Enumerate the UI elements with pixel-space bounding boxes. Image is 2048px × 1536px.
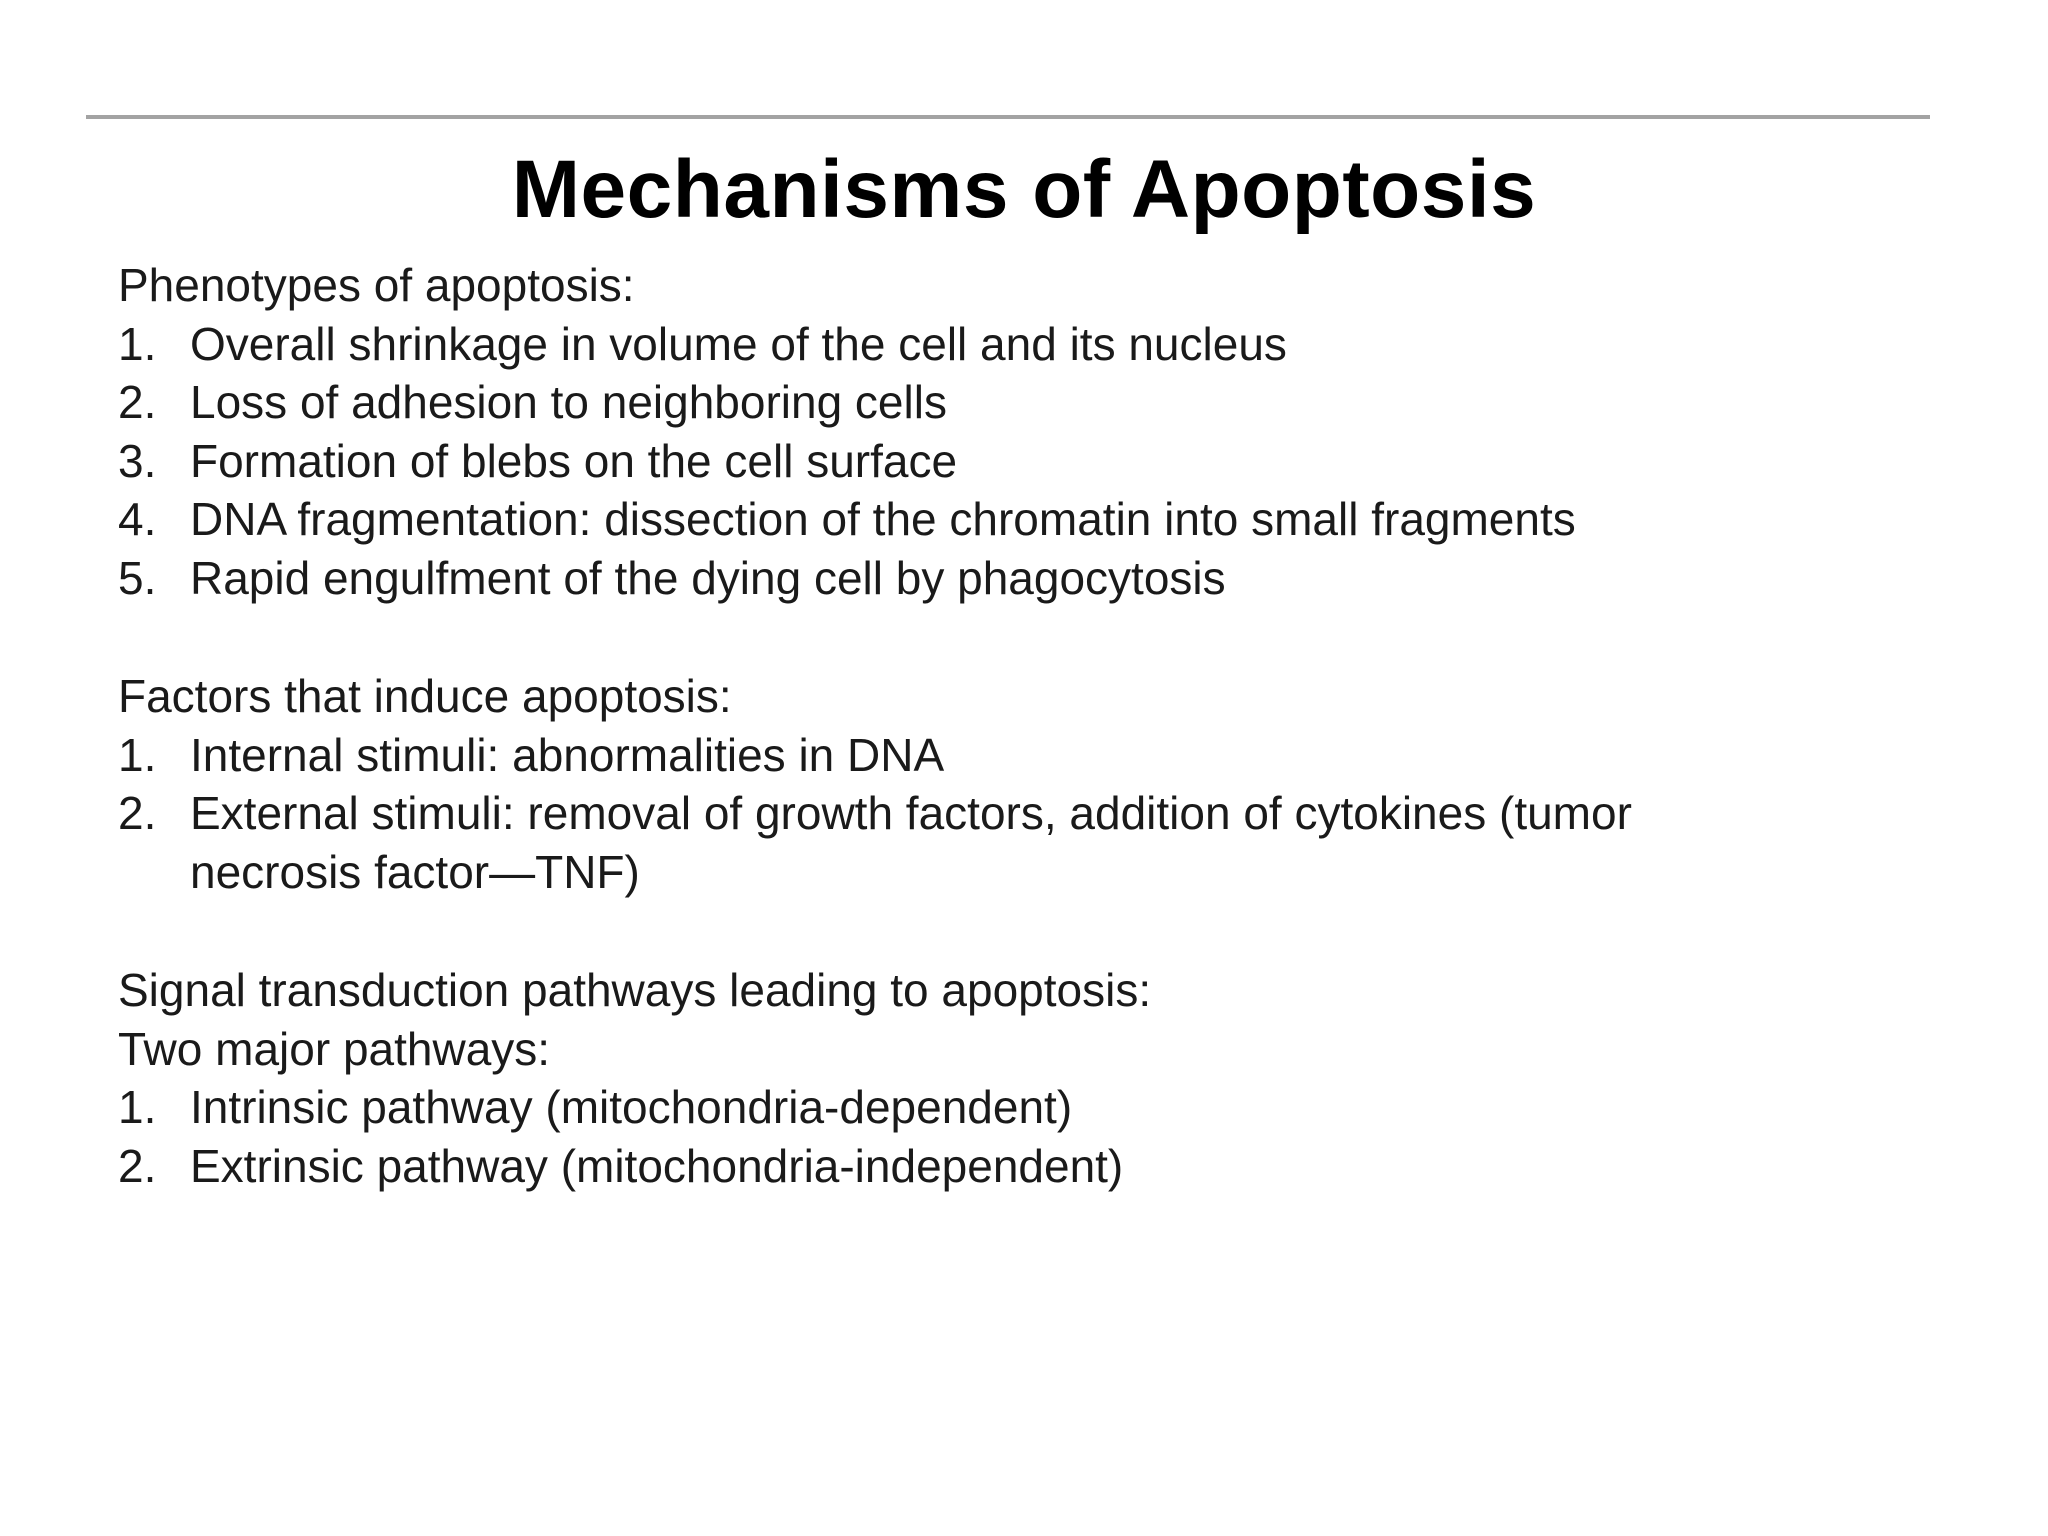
factors-list [118,726,1758,902]
list-text: DNA fragmentation: dissection of the chromatin into small fragments [190,493,1576,545]
top-divider [86,115,1930,119]
phenotypes-heading: Phenotypes of apoptosis: [118,259,635,311]
list-text: Intrinsic pathway (mitochondria-dependent) [190,1081,1073,1133]
list-text: Internal stimuli: abnormalities in DNA [190,728,945,781]
slide-title: Mechanisms of Apoptosis [511,144,1537,235]
list-item [118,432,1758,491]
list-item [118,1078,1758,1137]
list-item [118,549,1758,608]
list-number: 1. [118,317,157,370]
list-number: 2. [118,376,157,428]
list-item [118,315,1758,374]
list-number: 1. [118,1081,157,1133]
list-number: 1. [118,728,157,781]
pathways-section [118,961,1758,1195]
list-number: 3. [118,434,157,487]
list-text: Formation of blebs on the cell surface [190,434,958,487]
list-item [118,1137,1758,1196]
list-number: 2. [118,787,157,839]
list-text: Rapid engulfment of the dying cell by phagocytosis [190,551,1226,604]
list-item [118,490,1758,549]
phenotypes-list [118,315,1758,608]
list-number: 4. [118,493,157,545]
pathways-subheading: Two major pathways: [118,1022,551,1075]
slide-body [118,256,1758,1255]
list-item [118,726,1758,785]
list-text: Loss of adhesion to neighboring cells [190,376,947,428]
list-number: 5. [118,551,157,604]
factors-heading: Factors that induce apoptosis: [118,670,732,722]
list-item [118,784,1758,901]
phenotypes-section [118,256,1758,607]
pathways-list [118,1078,1758,1195]
list-item [118,373,1758,432]
factors-section [118,667,1758,901]
pathways-heading: Signal transduction pathways leading to apoptosis: [118,964,1152,1016]
list-number: 2. [118,1139,157,1192]
list-text: External stimuli: removal of growth factors, addition of cytokines (tumor necrosis factor—TNF) [190,787,1632,898]
list-text: Extrinsic pathway (mitochondria-independent) [190,1139,1124,1192]
list-text: Overall shrinkage in volume of the cell and its nucleus [190,317,1287,370]
